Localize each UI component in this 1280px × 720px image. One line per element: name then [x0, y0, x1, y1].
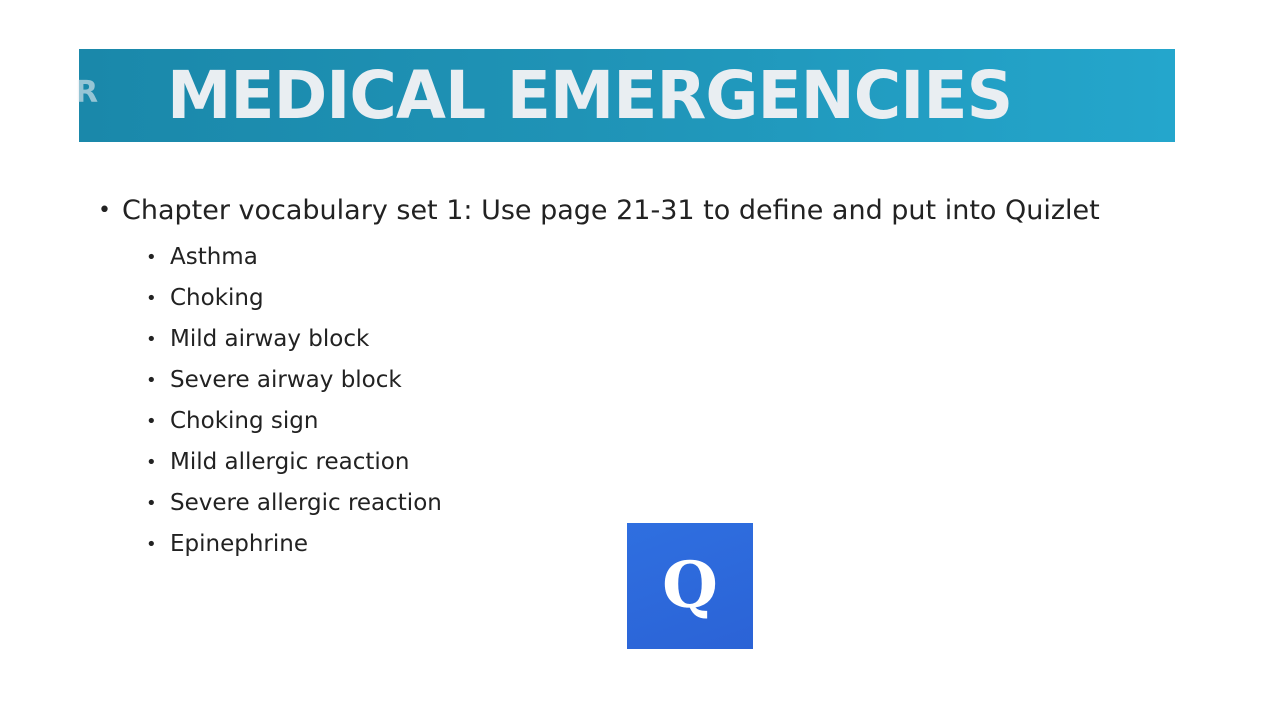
vocab-item-text: Epinephrine [170, 531, 308, 557]
quizlet-logo-letter: Q [662, 548, 718, 623]
main-bullet-text: Chapter vocabulary set 1: Use page 21-31 to define and put into Quizlet [122, 195, 1100, 226]
bullet-content [98, 190, 1138, 565]
title-banner [75, 49, 1175, 142]
vocab-item [146, 319, 1138, 360]
bullet-dot-icon: • [146, 370, 157, 391]
bullet-dot-icon: • [146, 247, 157, 268]
bullet-dot-icon: • [146, 411, 157, 432]
vocab-item-text: Mild airway block [170, 326, 370, 352]
bullet-dot-icon: • [146, 288, 157, 309]
main-bullet [98, 190, 1138, 231]
bullet-dot-icon: • [146, 329, 157, 350]
quizlet-logo-icon [627, 523, 753, 649]
vocab-item-text: Severe allergic reaction [170, 490, 442, 516]
vocab-item [146, 442, 1138, 483]
vocab-item-text: Choking sign [170, 408, 319, 434]
banner-title: MEDICAL EMERGENCIES [167, 57, 1013, 134]
bullet-dot-icon: • [98, 198, 111, 223]
vocab-item-text: Choking [170, 285, 264, 311]
vocab-item [146, 483, 1138, 524]
vocab-item-text: Asthma [170, 244, 258, 270]
vocab-item [146, 237, 1138, 278]
vocab-list [98, 237, 1138, 565]
vocab-item-text: Severe airway block [170, 367, 402, 393]
vocab-item [146, 401, 1138, 442]
bullet-dot-icon: • [146, 534, 157, 555]
bullet-dot-icon: • [146, 493, 157, 514]
vocab-item [146, 278, 1138, 319]
vocab-item-text: Mild allergic reaction [170, 449, 410, 475]
banner-fragment-text: R [75, 75, 99, 110]
vocab-item [146, 360, 1138, 401]
bullet-dot-icon: • [146, 452, 157, 473]
